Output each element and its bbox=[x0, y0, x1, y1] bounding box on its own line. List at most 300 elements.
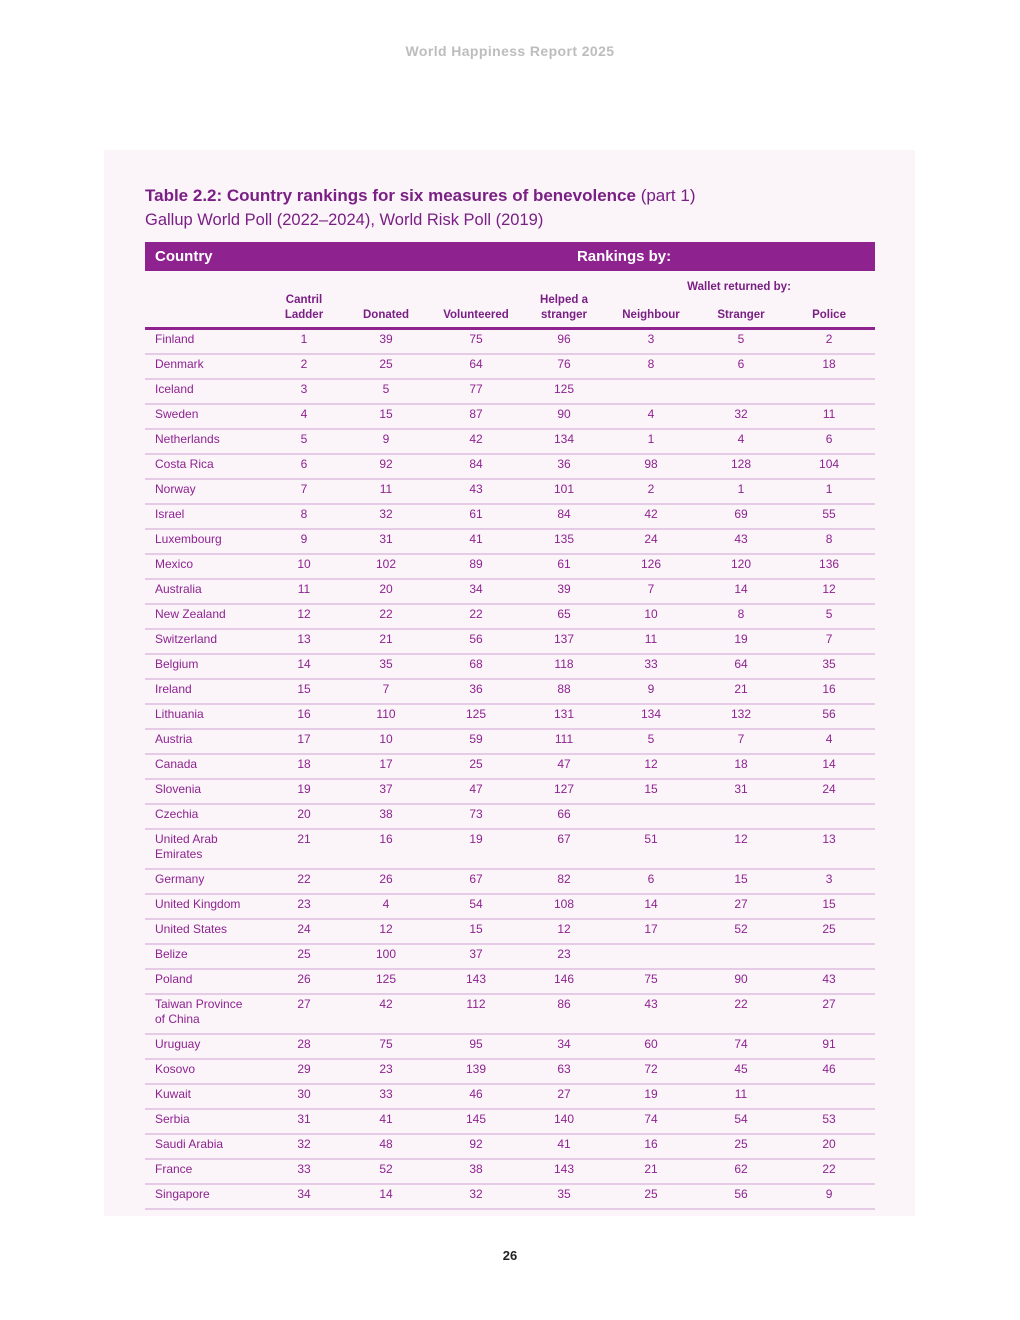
table-row bbox=[145, 1184, 875, 1209]
country-name-cell: Taiwan Province of China bbox=[145, 994, 263, 1034]
wallet-police-rank-cell: 18 bbox=[783, 354, 875, 379]
country-name-cell: Kuwait bbox=[145, 1084, 263, 1109]
wallet-stranger-rank-cell: 64 bbox=[699, 654, 783, 679]
wallet-neighbour-rank-cell: 72 bbox=[603, 1059, 699, 1084]
wallet-stranger-rank-cell: 43 bbox=[699, 529, 783, 554]
helped-stranger-rank-cell: 39 bbox=[525, 579, 603, 604]
country-name-cell: Czechia bbox=[145, 804, 263, 829]
table-row bbox=[145, 504, 875, 529]
table-row bbox=[145, 404, 875, 429]
donated-rank-cell: 20 bbox=[345, 579, 427, 604]
country-name-cell: Costa Rica bbox=[145, 454, 263, 479]
wallet-neighbour-rank-cell: 42 bbox=[603, 504, 699, 529]
wallet-police-rank-cell: 104 bbox=[783, 454, 875, 479]
volunteered-rank-cell: 56 bbox=[427, 629, 525, 654]
volunteered-rank-cell: 89 bbox=[427, 554, 525, 579]
wallet-stranger-rank-cell: 128 bbox=[699, 454, 783, 479]
donated-rank-cell: 92 bbox=[345, 454, 427, 479]
table-title bbox=[145, 186, 695, 206]
wallet-stranger-rank-cell: 54 bbox=[699, 1109, 783, 1134]
country-name-cell: Uruguay bbox=[145, 1034, 263, 1059]
volunteered-rank-cell: 47 bbox=[427, 779, 525, 804]
table-row bbox=[145, 994, 875, 1034]
cantril-ladder-rank-cell: 23 bbox=[263, 894, 345, 919]
donated-rank-cell: 41 bbox=[345, 1109, 427, 1134]
cantril-ladder-rank-cell: 7 bbox=[263, 479, 345, 504]
cantril-ladder-rank-cell: 27 bbox=[263, 994, 345, 1034]
cantril-ladder-rank-cell: 21 bbox=[263, 829, 345, 869]
table-row bbox=[145, 1059, 875, 1084]
col-header-police: Police bbox=[783, 293, 875, 329]
volunteered-rank-cell: 34 bbox=[427, 579, 525, 604]
volunteered-rank-cell: 92 bbox=[427, 1134, 525, 1159]
wallet-stranger-rank-cell: 27 bbox=[699, 894, 783, 919]
wallet-stranger-rank-cell: 32 bbox=[699, 404, 783, 429]
wallet-neighbour-rank-cell: 16 bbox=[603, 1134, 699, 1159]
wallet-police-rank-cell: 136 bbox=[783, 554, 875, 579]
wallet-stranger-rank-cell: 18 bbox=[699, 754, 783, 779]
cantril-ladder-rank-cell: 17 bbox=[263, 729, 345, 754]
cantril-ladder-rank-cell: 3 bbox=[263, 379, 345, 404]
volunteered-rank-cell: 68 bbox=[427, 654, 525, 679]
table-row bbox=[145, 629, 875, 654]
table-row bbox=[145, 429, 875, 454]
wallet-stranger-rank-cell: 45 bbox=[699, 1059, 783, 1084]
wallet-police-rank-cell: 14 bbox=[783, 754, 875, 779]
helped-stranger-rank-cell: 67 bbox=[525, 829, 603, 869]
volunteered-rank-cell: 112 bbox=[427, 994, 525, 1034]
donated-rank-cell: 39 bbox=[345, 329, 427, 355]
wallet-police-rank-cell: 16 bbox=[783, 679, 875, 704]
volunteered-rank-cell: 25 bbox=[427, 754, 525, 779]
cantril-ladder-rank-cell: 22 bbox=[263, 869, 345, 894]
wallet-neighbour-rank-cell: 6 bbox=[603, 869, 699, 894]
volunteered-rank-cell: 84 bbox=[427, 454, 525, 479]
col-header-volunteered: Volunteered bbox=[427, 293, 525, 329]
country-name-cell: United Kingdom bbox=[145, 894, 263, 919]
country-name-cell: Luxembourg bbox=[145, 529, 263, 554]
donated-rank-cell: 16 bbox=[345, 829, 427, 869]
cantril-ladder-rank-cell: 34 bbox=[263, 1184, 345, 1209]
helped-stranger-rank-cell: 127 bbox=[525, 779, 603, 804]
donated-rank-cell: 25 bbox=[345, 354, 427, 379]
table-row bbox=[145, 894, 875, 919]
wallet-neighbour-rank-cell: 24 bbox=[603, 529, 699, 554]
table-title-main: Table 2.2: Country rankings for six measures of benevolence bbox=[145, 186, 636, 205]
donated-rank-cell: 52 bbox=[345, 1159, 427, 1184]
volunteered-rank-cell: 139 bbox=[427, 1059, 525, 1084]
wallet-stranger-rank-cell: 31 bbox=[699, 779, 783, 804]
donated-rank-cell: 11 bbox=[345, 479, 427, 504]
country-name-cell: Iceland bbox=[145, 379, 263, 404]
wallet-police-rank-cell: 8 bbox=[783, 529, 875, 554]
wallet-police-rank-cell: 35 bbox=[783, 654, 875, 679]
country-name-cell: Austria bbox=[145, 729, 263, 754]
wallet-police-rank-cell bbox=[783, 379, 875, 404]
wallet-stranger-rank-cell: 74 bbox=[699, 1034, 783, 1059]
volunteered-rank-cell: 38 bbox=[427, 1159, 525, 1184]
helped-stranger-rank-cell: 137 bbox=[525, 629, 603, 654]
band-country-label: Country bbox=[145, 242, 263, 271]
helped-stranger-rank-cell: 61 bbox=[525, 554, 603, 579]
helped-stranger-rank-cell: 23 bbox=[525, 944, 603, 969]
wallet-neighbour-rank-cell: 51 bbox=[603, 829, 699, 869]
donated-rank-cell: 10 bbox=[345, 729, 427, 754]
donated-rank-cell: 7 bbox=[345, 679, 427, 704]
cantril-ladder-rank-cell: 6 bbox=[263, 454, 345, 479]
donated-rank-cell: 9 bbox=[345, 429, 427, 454]
cantril-ladder-rank-cell: 18 bbox=[263, 754, 345, 779]
country-name-cell: France bbox=[145, 1159, 263, 1184]
table-row bbox=[145, 1084, 875, 1109]
cantril-ladder-rank-cell: 2 bbox=[263, 354, 345, 379]
country-name-cell: Serbia bbox=[145, 1109, 263, 1134]
wallet-police-rank-cell: 1 bbox=[783, 479, 875, 504]
col-header-neighbour: Neighbour bbox=[603, 293, 699, 329]
country-name-cell: New Zealand bbox=[145, 604, 263, 629]
country-name-cell: Saudi Arabia bbox=[145, 1134, 263, 1159]
wallet-neighbour-rank-cell: 17 bbox=[603, 919, 699, 944]
cantril-ladder-rank-cell: 33 bbox=[263, 1159, 345, 1184]
wallet-neighbour-rank-cell bbox=[603, 944, 699, 969]
wallet-police-rank-cell: 22 bbox=[783, 1159, 875, 1184]
donated-rank-cell: 35 bbox=[345, 654, 427, 679]
col-header-stranger: Stranger bbox=[699, 293, 783, 329]
wallet-stranger-rank-cell: 14 bbox=[699, 579, 783, 604]
wallet-police-rank-cell: 9 bbox=[783, 1184, 875, 1209]
wallet-neighbour-rank-cell: 8 bbox=[603, 354, 699, 379]
wallet-neighbour-rank-cell: 126 bbox=[603, 554, 699, 579]
wallet-police-rank-cell: 20 bbox=[783, 1134, 875, 1159]
cantril-ladder-rank-cell: 13 bbox=[263, 629, 345, 654]
wallet-neighbour-rank-cell: 11 bbox=[603, 629, 699, 654]
wallet-police-rank-cell: 43 bbox=[783, 969, 875, 994]
cantril-ladder-rank-cell: 25 bbox=[263, 944, 345, 969]
wallet-police-rank-cell: 11 bbox=[783, 404, 875, 429]
wallet-stranger-rank-cell: 132 bbox=[699, 704, 783, 729]
table-row bbox=[145, 579, 875, 604]
table-row bbox=[145, 729, 875, 754]
wallet-stranger-rank-cell: 52 bbox=[699, 919, 783, 944]
wallet-neighbour-rank-cell: 2 bbox=[603, 479, 699, 504]
donated-rank-cell: 48 bbox=[345, 1134, 427, 1159]
wallet-neighbour-rank-cell: 3 bbox=[603, 329, 699, 355]
helped-stranger-rank-cell: 134 bbox=[525, 429, 603, 454]
table-subtitle: Gallup World Poll (2022–2024), World Risk Poll (2019) bbox=[145, 211, 544, 229]
donated-rank-cell: 21 bbox=[345, 629, 427, 654]
donated-rank-cell: 42 bbox=[345, 994, 427, 1034]
donated-rank-cell: 110 bbox=[345, 704, 427, 729]
donated-rank-cell: 102 bbox=[345, 554, 427, 579]
table-row bbox=[145, 804, 875, 829]
donated-rank-cell: 17 bbox=[345, 754, 427, 779]
rankings-table bbox=[145, 242, 875, 1210]
country-name-cell: United States bbox=[145, 919, 263, 944]
wallet-neighbour-rank-cell: 10 bbox=[603, 604, 699, 629]
wallet-neighbour-rank-cell: 43 bbox=[603, 994, 699, 1034]
table-row bbox=[145, 919, 875, 944]
helped-stranger-rank-cell: 88 bbox=[525, 679, 603, 704]
wallet-police-rank-cell: 7 bbox=[783, 629, 875, 654]
volunteered-rank-cell: 64 bbox=[427, 354, 525, 379]
wallet-neighbour-rank-cell: 19 bbox=[603, 1084, 699, 1109]
donated-rank-cell: 23 bbox=[345, 1059, 427, 1084]
volunteered-rank-cell: 95 bbox=[427, 1034, 525, 1059]
wallet-stranger-rank-cell: 69 bbox=[699, 504, 783, 529]
donated-rank-cell: 4 bbox=[345, 894, 427, 919]
table-row bbox=[145, 454, 875, 479]
donated-rank-cell: 33 bbox=[345, 1084, 427, 1109]
table-row bbox=[145, 944, 875, 969]
col-header-donated: Donated bbox=[345, 293, 427, 329]
helped-stranger-rank-cell: 86 bbox=[525, 994, 603, 1034]
cantril-ladder-rank-cell: 15 bbox=[263, 679, 345, 704]
table-title-suffix: (part 1) bbox=[640, 186, 696, 205]
helped-stranger-rank-cell: 35 bbox=[525, 1184, 603, 1209]
country-name-cell: Norway bbox=[145, 479, 263, 504]
wallet-stranger-rank-cell: 15 bbox=[699, 869, 783, 894]
donated-rank-cell: 32 bbox=[345, 504, 427, 529]
donated-rank-cell: 31 bbox=[345, 529, 427, 554]
wallet-neighbour-rank-cell bbox=[603, 804, 699, 829]
running-header: World Happiness Report 2025 bbox=[405, 43, 615, 59]
wallet-returned-group-header: Wallet returned by: bbox=[687, 281, 791, 293]
wallet-neighbour-rank-cell: 98 bbox=[603, 454, 699, 479]
volunteered-rank-cell: 32 bbox=[427, 1184, 525, 1209]
volunteered-rank-cell: 54 bbox=[427, 894, 525, 919]
wallet-police-rank-cell bbox=[783, 944, 875, 969]
volunteered-rank-cell: 43 bbox=[427, 479, 525, 504]
wallet-neighbour-rank-cell: 9 bbox=[603, 679, 699, 704]
volunteered-rank-cell: 19 bbox=[427, 829, 525, 869]
wallet-stranger-rank-cell: 4 bbox=[699, 429, 783, 454]
table-row bbox=[145, 329, 875, 355]
donated-rank-cell: 22 bbox=[345, 604, 427, 629]
wallet-police-rank-cell: 55 bbox=[783, 504, 875, 529]
donated-rank-cell: 75 bbox=[345, 1034, 427, 1059]
country-name-cell: Lithuania bbox=[145, 704, 263, 729]
donated-rank-cell: 38 bbox=[345, 804, 427, 829]
donated-rank-cell: 26 bbox=[345, 869, 427, 894]
wallet-stranger-rank-cell: 1 bbox=[699, 479, 783, 504]
wallet-neighbour-rank-cell: 14 bbox=[603, 894, 699, 919]
volunteered-rank-cell: 87 bbox=[427, 404, 525, 429]
wallet-police-rank-cell: 4 bbox=[783, 729, 875, 754]
wallet-neighbour-rank-cell: 12 bbox=[603, 754, 699, 779]
wallet-stranger-rank-cell: 19 bbox=[699, 629, 783, 654]
volunteered-rank-cell: 41 bbox=[427, 529, 525, 554]
helped-stranger-rank-cell: 96 bbox=[525, 329, 603, 355]
wallet-neighbour-rank-cell: 134 bbox=[603, 704, 699, 729]
volunteered-rank-cell: 37 bbox=[427, 944, 525, 969]
helped-stranger-rank-cell: 135 bbox=[525, 529, 603, 554]
wallet-stranger-rank-cell: 22 bbox=[699, 994, 783, 1034]
table-row bbox=[145, 754, 875, 779]
cantril-ladder-rank-cell: 16 bbox=[263, 704, 345, 729]
country-name-cell: Finland bbox=[145, 329, 263, 355]
table-row bbox=[145, 1109, 875, 1134]
wallet-neighbour-rank-cell: 1 bbox=[603, 429, 699, 454]
table-row bbox=[145, 479, 875, 504]
helped-stranger-rank-cell: 66 bbox=[525, 804, 603, 829]
table-row bbox=[145, 829, 875, 869]
donated-rank-cell: 15 bbox=[345, 404, 427, 429]
helped-stranger-rank-cell: 90 bbox=[525, 404, 603, 429]
wallet-stranger-rank-cell: 21 bbox=[699, 679, 783, 704]
helped-stranger-rank-cell: 12 bbox=[525, 919, 603, 944]
table-row bbox=[145, 1134, 875, 1159]
cantril-ladder-rank-cell: 31 bbox=[263, 1109, 345, 1134]
helped-stranger-rank-cell: 82 bbox=[525, 869, 603, 894]
wallet-police-rank-cell: 25 bbox=[783, 919, 875, 944]
wallet-police-rank-cell: 2 bbox=[783, 329, 875, 355]
donated-rank-cell: 125 bbox=[345, 969, 427, 994]
cantril-ladder-rank-cell: 32 bbox=[263, 1134, 345, 1159]
wallet-police-rank-cell: 3 bbox=[783, 869, 875, 894]
cantril-ladder-rank-cell: 4 bbox=[263, 404, 345, 429]
wallet-stranger-rank-cell bbox=[699, 804, 783, 829]
wallet-police-rank-cell bbox=[783, 1084, 875, 1109]
wallet-police-rank-cell: 91 bbox=[783, 1034, 875, 1059]
table-panel bbox=[104, 150, 915, 1216]
volunteered-rank-cell: 22 bbox=[427, 604, 525, 629]
country-name-cell: Germany bbox=[145, 869, 263, 894]
helped-stranger-rank-cell: 101 bbox=[525, 479, 603, 504]
helped-stranger-rank-cell: 36 bbox=[525, 454, 603, 479]
cantril-ladder-rank-cell: 5 bbox=[263, 429, 345, 454]
volunteered-rank-cell: 46 bbox=[427, 1084, 525, 1109]
helped-stranger-rank-cell: 63 bbox=[525, 1059, 603, 1084]
col-header-helped-stranger: Helped a stranger bbox=[525, 293, 603, 329]
volunteered-rank-cell: 67 bbox=[427, 869, 525, 894]
wallet-stranger-rank-cell: 5 bbox=[699, 329, 783, 355]
table-row bbox=[145, 1159, 875, 1184]
wallet-police-rank-cell: 56 bbox=[783, 704, 875, 729]
country-name-cell: Mexico bbox=[145, 554, 263, 579]
helped-stranger-rank-cell: 65 bbox=[525, 604, 603, 629]
table-row bbox=[145, 704, 875, 729]
country-name-cell: Poland bbox=[145, 969, 263, 994]
table-row bbox=[145, 679, 875, 704]
helped-stranger-rank-cell: 131 bbox=[525, 704, 603, 729]
country-name-cell: Belize bbox=[145, 944, 263, 969]
donated-rank-cell: 12 bbox=[345, 919, 427, 944]
group-header-row bbox=[145, 271, 875, 293]
country-name-cell: Kosovo bbox=[145, 1059, 263, 1084]
volunteered-rank-cell: 143 bbox=[427, 969, 525, 994]
donated-rank-cell: 100 bbox=[345, 944, 427, 969]
wallet-police-rank-cell: 6 bbox=[783, 429, 875, 454]
cantril-ladder-rank-cell: 26 bbox=[263, 969, 345, 994]
wallet-stranger-rank-cell: 62 bbox=[699, 1159, 783, 1184]
wallet-police-rank-cell: 12 bbox=[783, 579, 875, 604]
table-row bbox=[145, 869, 875, 894]
wallet-stranger-rank-cell: 8 bbox=[699, 604, 783, 629]
table-row bbox=[145, 529, 875, 554]
wallet-stranger-rank-cell bbox=[699, 379, 783, 404]
volunteered-rank-cell: 77 bbox=[427, 379, 525, 404]
wallet-stranger-rank-cell: 7 bbox=[699, 729, 783, 754]
cantril-ladder-rank-cell: 30 bbox=[263, 1084, 345, 1109]
cantril-ladder-rank-cell: 29 bbox=[263, 1059, 345, 1084]
cantril-ladder-rank-cell: 28 bbox=[263, 1034, 345, 1059]
volunteered-rank-cell: 36 bbox=[427, 679, 525, 704]
wallet-neighbour-rank-cell: 21 bbox=[603, 1159, 699, 1184]
volunteered-rank-cell: 15 bbox=[427, 919, 525, 944]
table-row bbox=[145, 554, 875, 579]
helped-stranger-rank-cell: 41 bbox=[525, 1134, 603, 1159]
cantril-ladder-rank-cell: 11 bbox=[263, 579, 345, 604]
country-name-cell: Canada bbox=[145, 754, 263, 779]
helped-stranger-rank-cell: 27 bbox=[525, 1084, 603, 1109]
wallet-stranger-rank-cell: 90 bbox=[699, 969, 783, 994]
page-number: 26 bbox=[502, 1248, 518, 1263]
wallet-police-rank-cell: 53 bbox=[783, 1109, 875, 1134]
table-row bbox=[145, 779, 875, 804]
wallet-neighbour-rank-cell: 5 bbox=[603, 729, 699, 754]
band-rankings-label: Rankings by: bbox=[263, 242, 875, 271]
wallet-neighbour-rank-cell bbox=[603, 379, 699, 404]
volunteered-rank-cell: 61 bbox=[427, 504, 525, 529]
wallet-stranger-rank-cell: 56 bbox=[699, 1184, 783, 1209]
table-row bbox=[145, 354, 875, 379]
wallet-neighbour-rank-cell: 33 bbox=[603, 654, 699, 679]
cantril-ladder-rank-cell: 19 bbox=[263, 779, 345, 804]
helped-stranger-rank-cell: 76 bbox=[525, 354, 603, 379]
wallet-police-rank-cell: 15 bbox=[783, 894, 875, 919]
helped-stranger-rank-cell: 47 bbox=[525, 754, 603, 779]
wallet-police-rank-cell: 5 bbox=[783, 604, 875, 629]
col-header-cantril-ladder: Cantril Ladder bbox=[263, 293, 345, 329]
wallet-police-rank-cell: 46 bbox=[783, 1059, 875, 1084]
cantril-ladder-rank-cell: 20 bbox=[263, 804, 345, 829]
wallet-stranger-rank-cell: 12 bbox=[699, 829, 783, 869]
country-name-cell: Netherlands bbox=[145, 429, 263, 454]
header-band bbox=[145, 242, 875, 271]
table-row bbox=[145, 604, 875, 629]
helped-stranger-rank-cell: 108 bbox=[525, 894, 603, 919]
country-name-cell: Ireland bbox=[145, 679, 263, 704]
cantril-ladder-rank-cell: 24 bbox=[263, 919, 345, 944]
wallet-neighbour-rank-cell: 15 bbox=[603, 779, 699, 804]
wallet-police-rank-cell: 27 bbox=[783, 994, 875, 1034]
wallet-neighbour-rank-cell: 7 bbox=[603, 579, 699, 604]
helped-stranger-rank-cell: 111 bbox=[525, 729, 603, 754]
cantril-ladder-rank-cell: 9 bbox=[263, 529, 345, 554]
wallet-stranger-rank-cell: 120 bbox=[699, 554, 783, 579]
donated-rank-cell: 37 bbox=[345, 779, 427, 804]
wallet-police-rank-cell: 13 bbox=[783, 829, 875, 869]
table-row bbox=[145, 969, 875, 994]
country-name-cell: United Arab Emirates bbox=[145, 829, 263, 869]
volunteered-rank-cell: 75 bbox=[427, 329, 525, 355]
wallet-stranger-rank-cell: 25 bbox=[699, 1134, 783, 1159]
table-body bbox=[145, 329, 875, 1210]
col-header-country bbox=[145, 293, 263, 329]
volunteered-rank-cell: 59 bbox=[427, 729, 525, 754]
wallet-police-rank-cell: 24 bbox=[783, 779, 875, 804]
country-name-cell: Israel bbox=[145, 504, 263, 529]
helped-stranger-rank-cell: 140 bbox=[525, 1109, 603, 1134]
donated-rank-cell: 14 bbox=[345, 1184, 427, 1209]
cantril-ladder-rank-cell: 12 bbox=[263, 604, 345, 629]
cantril-ladder-rank-cell: 8 bbox=[263, 504, 345, 529]
country-name-cell: Sweden bbox=[145, 404, 263, 429]
wallet-neighbour-rank-cell: 74 bbox=[603, 1109, 699, 1134]
helped-stranger-rank-cell: 143 bbox=[525, 1159, 603, 1184]
volunteered-rank-cell: 73 bbox=[427, 804, 525, 829]
table-row bbox=[145, 379, 875, 404]
